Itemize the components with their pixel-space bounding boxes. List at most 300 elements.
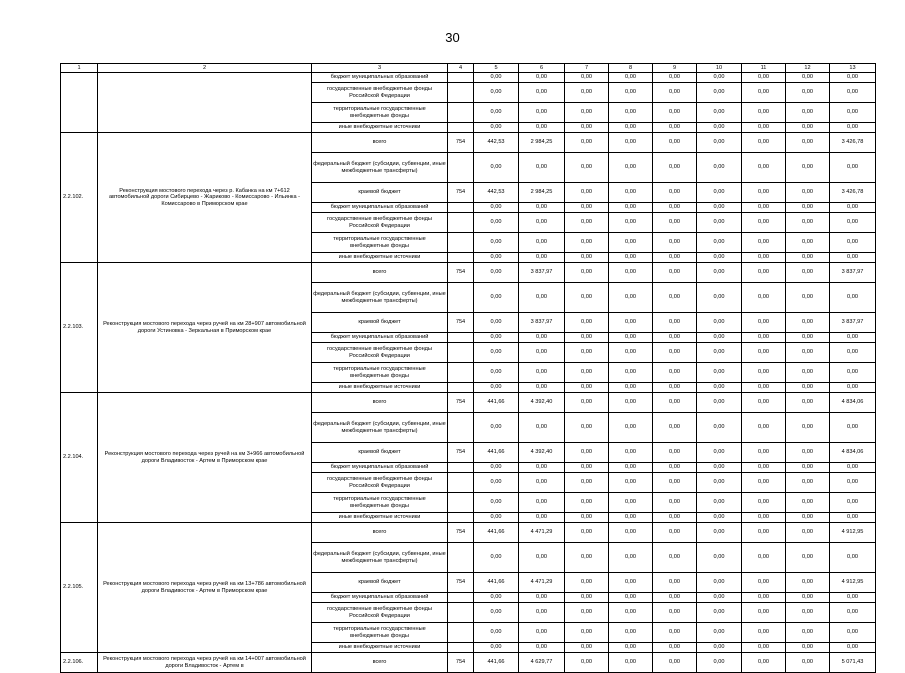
value-cell: 441,66 — [474, 443, 519, 463]
value-cell: 2 984,25 — [519, 133, 565, 153]
value-cell: 0,00 — [653, 383, 697, 393]
value-cell: 0,00 — [565, 603, 609, 623]
value-cell: 0,00 — [786, 83, 830, 103]
code-cell — [448, 643, 474, 653]
project-name: Реконструкция мостового перехода через ручей на км 14+007 автомобильной дороги Владивосток - Артем в — [98, 653, 312, 673]
value-cell: 0,00 — [609, 133, 653, 153]
value-cell: 0,00 — [474, 73, 519, 83]
value-cell: 0,00 — [519, 413, 565, 443]
source-cell: территориальные государственные внебюджетные фонды — [312, 233, 448, 253]
value-cell: 3 426,78 — [830, 183, 876, 203]
code-cell: 754 — [448, 313, 474, 333]
value-cell: 0,00 — [786, 103, 830, 123]
source-cell: всего — [312, 393, 448, 413]
code-cell — [448, 493, 474, 513]
value-cell: 0,00 — [565, 73, 609, 83]
value-cell: 0,00 — [474, 213, 519, 233]
column-header: 11 — [742, 64, 786, 73]
source-cell: государственные внебюджетные фонды Российской Федерации — [312, 603, 448, 623]
value-cell: 0,00 — [830, 153, 876, 183]
code-cell — [448, 253, 474, 263]
value-cell: 0,00 — [609, 653, 653, 673]
value-cell: 0,00 — [653, 123, 697, 133]
value-cell: 0,00 — [609, 543, 653, 573]
value-cell: 0,00 — [742, 463, 786, 473]
value-cell: 0,00 — [565, 283, 609, 313]
value-cell: 0,00 — [653, 313, 697, 333]
value-cell: 0,00 — [742, 573, 786, 593]
value-cell: 441,66 — [474, 653, 519, 673]
source-cell: территориальные государственные внебюджетные фонды — [312, 363, 448, 383]
value-cell: 0,00 — [474, 363, 519, 383]
value-cell: 0,00 — [653, 253, 697, 263]
value-cell: 0,00 — [609, 363, 653, 383]
value-cell: 0,00 — [786, 393, 830, 413]
code-cell — [448, 153, 474, 183]
value-cell: 0,00 — [830, 73, 876, 83]
value-cell: 0,00 — [653, 153, 697, 183]
value-cell: 0,00 — [653, 463, 697, 473]
value-cell: 3 837,97 — [830, 263, 876, 283]
column-header: 6 — [519, 64, 565, 73]
code-cell — [448, 543, 474, 573]
value-cell: 0,00 — [565, 463, 609, 473]
value-cell: 0,00 — [697, 103, 742, 123]
value-cell: 0,00 — [609, 343, 653, 363]
value-cell: 0,00 — [474, 83, 519, 103]
source-cell: бюджет муниципальных образований — [312, 203, 448, 213]
code-cell — [448, 593, 474, 603]
row-number: 2.2.106. — [61, 653, 98, 673]
value-cell: 0,00 — [697, 443, 742, 463]
value-cell: 0,00 — [565, 103, 609, 123]
value-cell: 0,00 — [653, 73, 697, 83]
value-cell: 0,00 — [565, 183, 609, 203]
source-cell: государственные внебюджетные фонды Российской Федерации — [312, 343, 448, 363]
value-cell: 0,00 — [653, 183, 697, 203]
value-cell: 0,00 — [697, 213, 742, 233]
value-cell: 0,00 — [786, 643, 830, 653]
value-cell: 0,00 — [742, 643, 786, 653]
value-cell: 0,00 — [609, 493, 653, 513]
value-cell: 0,00 — [653, 643, 697, 653]
value-cell: 0,00 — [609, 473, 653, 493]
value-cell: 0,00 — [697, 203, 742, 213]
value-cell: 0,00 — [609, 523, 653, 543]
value-cell: 0,00 — [786, 253, 830, 263]
value-cell: 441,66 — [474, 523, 519, 543]
value-cell: 0,00 — [786, 203, 830, 213]
code-cell: 754 — [448, 573, 474, 593]
value-cell: 0,00 — [697, 593, 742, 603]
value-cell: 0,00 — [653, 513, 697, 523]
value-cell: 0,00 — [474, 623, 519, 643]
value-cell: 0,00 — [565, 233, 609, 253]
project-name: Реконструкция мостового перехода через р. Кабанка на км 7+612 автомобильной дороги Сибирцево - Жариково - Комиссарово - Ильинка - Комиссарово в Приморском крае — [98, 133, 312, 263]
source-cell: федеральный бюджет (субсидии, субвенции, иные межбюджетные трансферты) — [312, 283, 448, 313]
value-cell: 0,00 — [742, 103, 786, 123]
value-cell: 0,00 — [742, 333, 786, 343]
source-cell: территориальные государственные внебюджетные фонды — [312, 103, 448, 123]
value-cell: 4 834,06 — [830, 393, 876, 413]
code-cell — [448, 283, 474, 313]
source-cell: федеральный бюджет (субсидии, субвенции, иные межбюджетные трансферты) — [312, 413, 448, 443]
value-cell: 0,00 — [519, 333, 565, 343]
value-cell: 0,00 — [653, 83, 697, 103]
source-cell: краевой бюджет — [312, 573, 448, 593]
value-cell: 0,00 — [786, 283, 830, 313]
value-cell: 0,00 — [565, 253, 609, 263]
value-cell: 0,00 — [742, 593, 786, 603]
source-cell: государственные внебюджетные фонды Российской Федерации — [312, 213, 448, 233]
source-cell: всего — [312, 653, 448, 673]
value-cell: 0,00 — [609, 393, 653, 413]
value-cell: 0,00 — [786, 573, 830, 593]
value-cell: 0,00 — [697, 363, 742, 383]
source-cell: всего — [312, 263, 448, 283]
column-header: 2 — [98, 64, 312, 73]
row-number: 2.2.104. — [61, 393, 98, 523]
value-cell: 0,00 — [742, 123, 786, 133]
value-cell: 0,00 — [786, 653, 830, 673]
value-cell: 0,00 — [565, 153, 609, 183]
value-cell: 0,00 — [697, 513, 742, 523]
value-cell: 0,00 — [830, 343, 876, 363]
source-cell: всего — [312, 523, 448, 543]
value-cell: 0,00 — [697, 493, 742, 513]
value-cell: 4 471,29 — [519, 573, 565, 593]
value-cell: 0,00 — [786, 213, 830, 233]
value-cell: 0,00 — [519, 203, 565, 213]
source-cell: федеральный бюджет (субсидии, субвенции, иные межбюджетные трансферты) — [312, 543, 448, 573]
value-cell: 0,00 — [742, 363, 786, 383]
value-cell: 0,00 — [653, 623, 697, 643]
value-cell: 0,00 — [742, 493, 786, 513]
value-cell: 0,00 — [474, 593, 519, 603]
value-cell: 0,00 — [830, 643, 876, 653]
value-cell: 0,00 — [742, 623, 786, 643]
value-cell: 0,00 — [786, 343, 830, 363]
value-cell: 0,00 — [786, 513, 830, 523]
value-cell: 0,00 — [565, 343, 609, 363]
value-cell: 0,00 — [786, 443, 830, 463]
code-cell: 754 — [448, 393, 474, 413]
value-cell: 0,00 — [474, 203, 519, 213]
code-cell: 754 — [448, 183, 474, 203]
value-cell: 0,00 — [609, 213, 653, 233]
value-cell: 0,00 — [830, 603, 876, 623]
page-number: 30 — [445, 30, 460, 45]
code-cell — [448, 343, 474, 363]
value-cell: 0,00 — [786, 133, 830, 153]
value-cell: 4 834,06 — [830, 443, 876, 463]
value-cell: 0,00 — [653, 413, 697, 443]
column-header: 12 — [786, 64, 830, 73]
header-row — [61, 64, 876, 73]
value-cell: 0,00 — [519, 473, 565, 493]
value-cell: 0,00 — [474, 643, 519, 653]
value-cell: 0,00 — [697, 313, 742, 333]
value-cell: 0,00 — [830, 463, 876, 473]
source-cell: иные внебюджетные источники — [312, 253, 448, 263]
value-cell: 0,00 — [565, 493, 609, 513]
column-header: 1 — [61, 64, 98, 73]
code-cell — [448, 463, 474, 473]
source-cell: иные внебюджетные источники — [312, 123, 448, 133]
value-cell: 0,00 — [609, 263, 653, 283]
value-cell: 0,00 — [609, 383, 653, 393]
value-cell: 0,00 — [474, 473, 519, 493]
value-cell: 0,00 — [609, 643, 653, 653]
source-cell: бюджет муниципальных образований — [312, 593, 448, 603]
value-cell: 0,00 — [742, 253, 786, 263]
value-cell: 0,00 — [786, 233, 830, 253]
code-cell — [448, 473, 474, 493]
value-cell: 0,00 — [697, 623, 742, 643]
value-cell: 0,00 — [653, 493, 697, 513]
value-cell: 0,00 — [830, 413, 876, 443]
value-cell: 0,00 — [697, 603, 742, 623]
value-cell: 0,00 — [653, 573, 697, 593]
value-cell: 0,00 — [786, 463, 830, 473]
value-cell: 0,00 — [474, 383, 519, 393]
value-cell: 0,00 — [786, 603, 830, 623]
value-cell: 0,00 — [786, 313, 830, 333]
value-cell: 0,00 — [565, 393, 609, 413]
value-cell: 0,00 — [742, 183, 786, 203]
value-cell: 3 837,97 — [519, 313, 565, 333]
value-cell: 0,00 — [653, 213, 697, 233]
code-cell — [448, 413, 474, 443]
value-cell: 0,00 — [697, 133, 742, 153]
value-cell: 0,00 — [830, 203, 876, 213]
value-cell: 0,00 — [697, 573, 742, 593]
value-cell: 5 071,43 — [830, 653, 876, 673]
table-row — [61, 393, 876, 413]
column-header: 13 — [830, 64, 876, 73]
value-cell: 0,00 — [742, 383, 786, 393]
value-cell: 0,00 — [830, 83, 876, 103]
value-cell: 0,00 — [786, 493, 830, 513]
value-cell: 0,00 — [519, 543, 565, 573]
value-cell: 0,00 — [697, 383, 742, 393]
value-cell — [448, 73, 474, 83]
value-cell: 0,00 — [653, 543, 697, 573]
value-cell: 0,00 — [742, 203, 786, 213]
value-cell: 0,00 — [697, 343, 742, 363]
value-cell: 0,00 — [519, 153, 565, 183]
table-row — [61, 523, 876, 543]
value-cell: 0,00 — [609, 623, 653, 643]
value-cell: 3 426,78 — [830, 133, 876, 153]
value-cell: 0,00 — [565, 203, 609, 213]
value-cell: 0,00 — [474, 413, 519, 443]
value-cell: 0,00 — [653, 393, 697, 413]
value-cell: 0,00 — [786, 523, 830, 543]
value-cell: 0,00 — [565, 133, 609, 153]
source-cell: краевой бюджет — [312, 443, 448, 463]
value-cell: 3 837,97 — [519, 263, 565, 283]
value-cell: 0,00 — [565, 213, 609, 233]
value-cell: 0,00 — [565, 313, 609, 333]
value-cell: 0,00 — [742, 523, 786, 543]
value-cell: 0,00 — [519, 593, 565, 603]
source-cell: территориальные государственные внебюджетные фонды — [312, 623, 448, 643]
value-cell: 0,00 — [519, 513, 565, 523]
value-cell: 0,00 — [474, 233, 519, 253]
value-cell: 0,00 — [565, 523, 609, 543]
column-header: 7 — [565, 64, 609, 73]
row-number: 2.2.105. — [61, 523, 98, 653]
value-cell: 0,00 — [565, 443, 609, 463]
value-cell: 0,00 — [519, 283, 565, 313]
value-cell: 0,00 — [609, 573, 653, 593]
value-cell: 0,00 — [519, 233, 565, 253]
value-cell: 0,00 — [742, 543, 786, 573]
project-name: Реконструкция мостового перехода через ручей на км 13+786 автомобильной дороги Владивосток - Артем в Приморском крае — [98, 523, 312, 653]
value-cell: 0,00 — [742, 83, 786, 103]
value-cell: 0,00 — [653, 283, 697, 313]
value-cell — [448, 83, 474, 103]
table-row — [61, 263, 876, 283]
code-cell — [448, 363, 474, 383]
value-cell: 0,00 — [742, 73, 786, 83]
value-cell: 0,00 — [697, 473, 742, 493]
value-cell: 0,00 — [653, 523, 697, 543]
value-cell: 0,00 — [565, 383, 609, 393]
code-cell: 754 — [448, 523, 474, 543]
value-cell: 0,00 — [565, 263, 609, 283]
value-cell: 0,00 — [519, 383, 565, 393]
source-cell: иные внебюджетные источники — [312, 643, 448, 653]
value-cell: 0,00 — [519, 103, 565, 123]
value-cell: 0,00 — [742, 513, 786, 523]
value-cell: 0,00 — [786, 363, 830, 383]
source-cell: государственные внебюджетные фонды Российской Федерации — [312, 473, 448, 493]
value-cell: 0,00 — [653, 203, 697, 213]
row-number: 2.2.102. — [61, 133, 98, 263]
table-row — [61, 73, 876, 83]
value-cell: 4 392,40 — [519, 393, 565, 413]
value-cell: 0,00 — [830, 493, 876, 513]
value-cell: 0,00 — [742, 473, 786, 493]
value-cell: 0,00 — [653, 363, 697, 383]
code-cell: 754 — [448, 443, 474, 463]
value-cell: 0,00 — [830, 253, 876, 263]
value-cell: 2 984,25 — [519, 183, 565, 203]
value-cell: 0,00 — [519, 623, 565, 643]
value-cell: 0,00 — [474, 153, 519, 183]
value-cell: 0,00 — [697, 233, 742, 253]
value-cell: 0,00 — [474, 493, 519, 513]
value-cell: 4 912,95 — [830, 523, 876, 543]
value-cell: 0,00 — [609, 443, 653, 463]
value-cell: 0,00 — [830, 473, 876, 493]
value-cell: 0,00 — [565, 413, 609, 443]
value-cell — [448, 103, 474, 123]
value-cell: 0,00 — [830, 513, 876, 523]
value-cell: 0,00 — [830, 283, 876, 313]
value-cell: 4 471,29 — [519, 523, 565, 543]
value-cell: 0,00 — [742, 283, 786, 313]
value-cell: 0,00 — [609, 593, 653, 603]
value-cell: 0,00 — [565, 333, 609, 343]
value-cell: 0,00 — [653, 263, 697, 283]
value-cell: 0,00 — [653, 473, 697, 493]
project-name: Реконструкция мостового перехода через ручей на км 3+966 автомобильной дороги Владивосток - Артем в Приморском крае — [98, 393, 312, 523]
code-cell — [448, 513, 474, 523]
value-cell: 0,00 — [474, 603, 519, 623]
value-cell: 0,00 — [474, 313, 519, 333]
value-cell: 0,00 — [697, 463, 742, 473]
value-cell: 0,00 — [830, 623, 876, 643]
code-cell — [448, 213, 474, 233]
value-cell: 0,00 — [742, 263, 786, 283]
value-cell: 0,00 — [786, 623, 830, 643]
value-cell: 0,00 — [653, 233, 697, 253]
value-cell: 0,00 — [786, 183, 830, 203]
value-cell: 0,00 — [697, 263, 742, 283]
value-cell: 0,00 — [742, 213, 786, 233]
value-cell: 0,00 — [519, 493, 565, 513]
project-name — [98, 73, 312, 133]
value-cell: 0,00 — [565, 573, 609, 593]
value-cell: 0,00 — [474, 333, 519, 343]
value-cell: 0,00 — [519, 213, 565, 233]
value-cell: 4 629,77 — [519, 653, 565, 673]
value-cell: 0,00 — [653, 343, 697, 363]
value-cell: 0,00 — [697, 653, 742, 673]
value-cell: 0,00 — [697, 413, 742, 443]
value-cell: 4 392,40 — [519, 443, 565, 463]
value-cell: 0,00 — [830, 103, 876, 123]
value-cell: 0,00 — [565, 543, 609, 573]
column-header: 5 — [474, 64, 519, 73]
value-cell: 0,00 — [609, 513, 653, 523]
value-cell: 0,00 — [609, 123, 653, 133]
value-cell: 0,00 — [697, 523, 742, 543]
value-cell: 0,00 — [742, 413, 786, 443]
value-cell: 0,00 — [830, 333, 876, 343]
value-cell: 0,00 — [609, 153, 653, 183]
value-cell: 0,00 — [474, 103, 519, 123]
value-cell: 0,00 — [742, 233, 786, 253]
value-cell: 0,00 — [697, 123, 742, 133]
value-cell: 441,66 — [474, 573, 519, 593]
value-cell: 0,00 — [697, 183, 742, 203]
value-cell: 0,00 — [609, 203, 653, 213]
value-cell: 0,00 — [653, 103, 697, 123]
value-cell: 0,00 — [742, 653, 786, 673]
source-cell: краевой бюджет — [312, 313, 448, 333]
value-cell: 0,00 — [786, 543, 830, 573]
value-cell: 0,00 — [697, 283, 742, 313]
value-cell: 0,00 — [742, 153, 786, 183]
value-cell: 0,00 — [609, 413, 653, 443]
source-cell: иные внебюджетные источники — [312, 383, 448, 393]
value-cell: 0,00 — [474, 463, 519, 473]
source-cell: территориальные государственные внебюджетные фонды — [312, 493, 448, 513]
value-cell: 0,00 — [474, 253, 519, 263]
source-cell: бюджет муниципальных образований — [312, 333, 448, 343]
value-cell: 0,00 — [697, 153, 742, 183]
value-cell: 0,00 — [519, 83, 565, 103]
value-cell: 0,00 — [830, 363, 876, 383]
value-cell: 0,00 — [474, 543, 519, 573]
source-cell: бюджет муниципальных образований — [312, 463, 448, 473]
value-cell: 0,00 — [786, 413, 830, 443]
value-cell: 0,00 — [653, 603, 697, 623]
